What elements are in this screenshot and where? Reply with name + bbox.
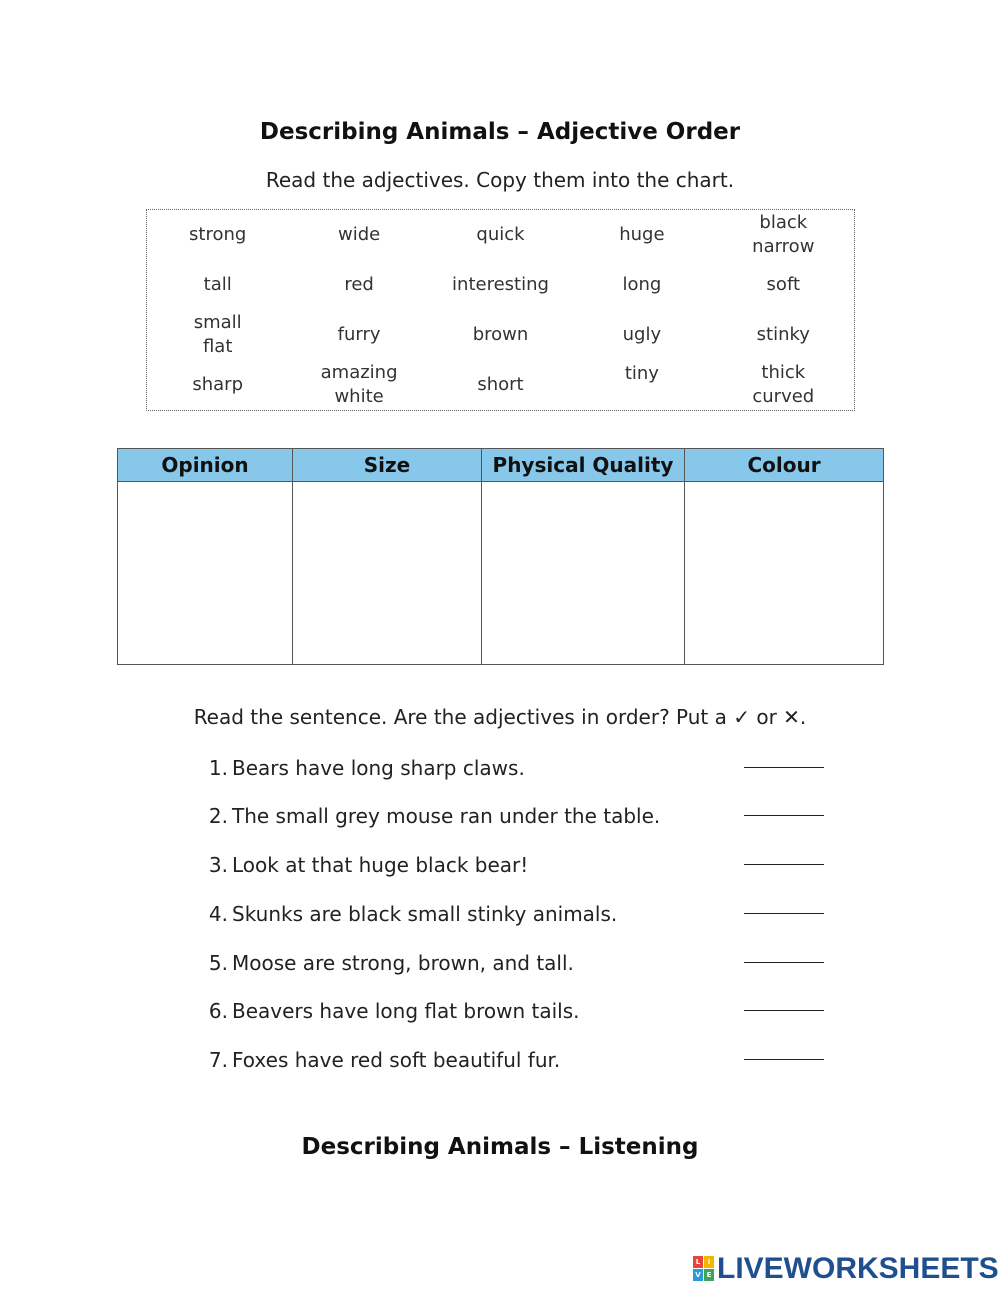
sentence-text: The small grey mouse ran under the table. [232, 804, 661, 828]
sentence-row [0, 945, 1000, 985]
section-title-listening: Describing Animals – Listening [301, 1134, 699, 1160]
sentence-row [0, 750, 1000, 790]
word-bank-word: flat [202, 336, 233, 357]
word-bank-word: quick [476, 224, 525, 245]
word-bank-word: huge [619, 224, 665, 245]
sentence-text: Skunks are black small stinky animals. [232, 902, 618, 926]
sentence-row [0, 798, 1000, 838]
word-bank-word: tiny [624, 363, 659, 384]
word-bank-word: amazing [320, 362, 398, 383]
word-bank-cell [713, 260, 854, 310]
word-bank-cell [571, 260, 712, 310]
chart-header-opinion: Opinion [118, 449, 293, 482]
word-bank-word: small [193, 312, 242, 333]
word-bank-cell [571, 310, 712, 360]
chart-header-size: Size [293, 449, 482, 482]
logo-badge-letter: L [693, 1256, 703, 1268]
chart-cell-physical-quality[interactable] [482, 482, 685, 665]
word-bank-word: tall [203, 274, 232, 295]
word-bank-word: black [759, 212, 808, 233]
sentence-text: Moose are strong, brown, and tall. [232, 951, 574, 975]
answer-blank[interactable] [744, 962, 824, 963]
word-bank-word: brown [472, 324, 529, 345]
liveworksheets-logo [693, 1253, 999, 1285]
word-bank-word: sharp [192, 374, 244, 395]
word-bank-word: strong [189, 224, 247, 245]
word-bank-word: short [477, 374, 524, 395]
logo-badge-icon [693, 1256, 715, 1282]
word-bank-word: interesting [452, 274, 549, 295]
word-bank-cell [713, 310, 854, 360]
answer-blank[interactable] [744, 913, 824, 914]
sentence-row [0, 993, 1000, 1033]
word-bank-word: curved [752, 386, 815, 407]
answer-blank[interactable] [744, 1059, 824, 1060]
instruction-copy-adjectives: Read the adjectives. Copy them into the chart. [265, 168, 735, 192]
word-bank-word: wide [337, 224, 381, 245]
sentence-row [0, 847, 1000, 887]
word-bank-word: stinky [756, 324, 810, 345]
word-bank-word: furry [337, 324, 381, 345]
chart-cell-size[interactable] [293, 482, 482, 665]
chart-header-colour: Colour [685, 449, 884, 482]
word-bank-word: thick [761, 362, 806, 383]
word-bank-cell [288, 310, 429, 360]
word-bank-cell [147, 310, 288, 360]
word-bank-cell [430, 260, 571, 310]
word-bank-cell [571, 210, 712, 260]
word-bank-cell [430, 210, 571, 260]
word-bank-word: long [622, 274, 662, 295]
word-bank-word: red [344, 274, 374, 295]
answer-blank[interactable] [744, 864, 824, 865]
word-bank-cell [713, 210, 854, 260]
chart-header-physical-quality: Physical Quality [482, 449, 685, 482]
answer-blank[interactable] [744, 815, 824, 816]
adjective-chart [117, 448, 884, 665]
word-bank-cell [430, 310, 571, 360]
word-bank-cell [571, 360, 712, 410]
sentence-text: Look at that huge black bear! [232, 853, 529, 877]
word-bank-cell [288, 360, 429, 410]
logo-badge-letter: V [693, 1269, 703, 1281]
word-bank-word: white [334, 386, 384, 407]
sentence-number: 4. [208, 902, 228, 926]
word-bank-cell [288, 210, 429, 260]
logo-badge-letter: I [704, 1256, 714, 1268]
word-bank-cell [147, 360, 288, 410]
sentence-number: 7. [208, 1048, 228, 1072]
instruction-check-order: Read the sentence. Are the adjectives in order? Put a ✓ or ✕. [193, 705, 807, 729]
logo-text: LIVEWORKSHEETS [717, 1252, 999, 1285]
sentence-number: 1. [208, 756, 228, 780]
word-bank-cell [147, 210, 288, 260]
sentence-row [0, 896, 1000, 936]
word-bank-word: soft [766, 274, 801, 295]
sentence-number: 6. [208, 999, 228, 1023]
answer-blank[interactable] [744, 1010, 824, 1011]
sentence-number: 2. [208, 804, 228, 828]
answer-blank[interactable] [744, 767, 824, 768]
sentence-text: Beavers have long flat brown tails. [232, 999, 580, 1023]
word-bank-cell [288, 260, 429, 310]
sentence-text: Foxes have red soft beautiful fur. [232, 1048, 561, 1072]
chart-cell-colour[interactable] [685, 482, 884, 665]
word-bank-cell [147, 260, 288, 310]
word-bank-cell [713, 360, 854, 410]
word-bank-word: narrow [752, 236, 815, 257]
sentence-row [0, 1042, 1000, 1082]
sentence-number: 5. [208, 951, 228, 975]
word-bank-cell [430, 360, 571, 410]
sentence-number: 3. [208, 853, 228, 877]
page-title: Describing Animals – Adjective Order [259, 119, 741, 145]
chart-cell-opinion[interactable] [118, 482, 293, 665]
word-bank-word: ugly [622, 324, 662, 345]
logo-badge-letter: E [704, 1269, 714, 1281]
sentence-text: Bears have long sharp claws. [232, 756, 525, 780]
word-bank [146, 209, 855, 411]
